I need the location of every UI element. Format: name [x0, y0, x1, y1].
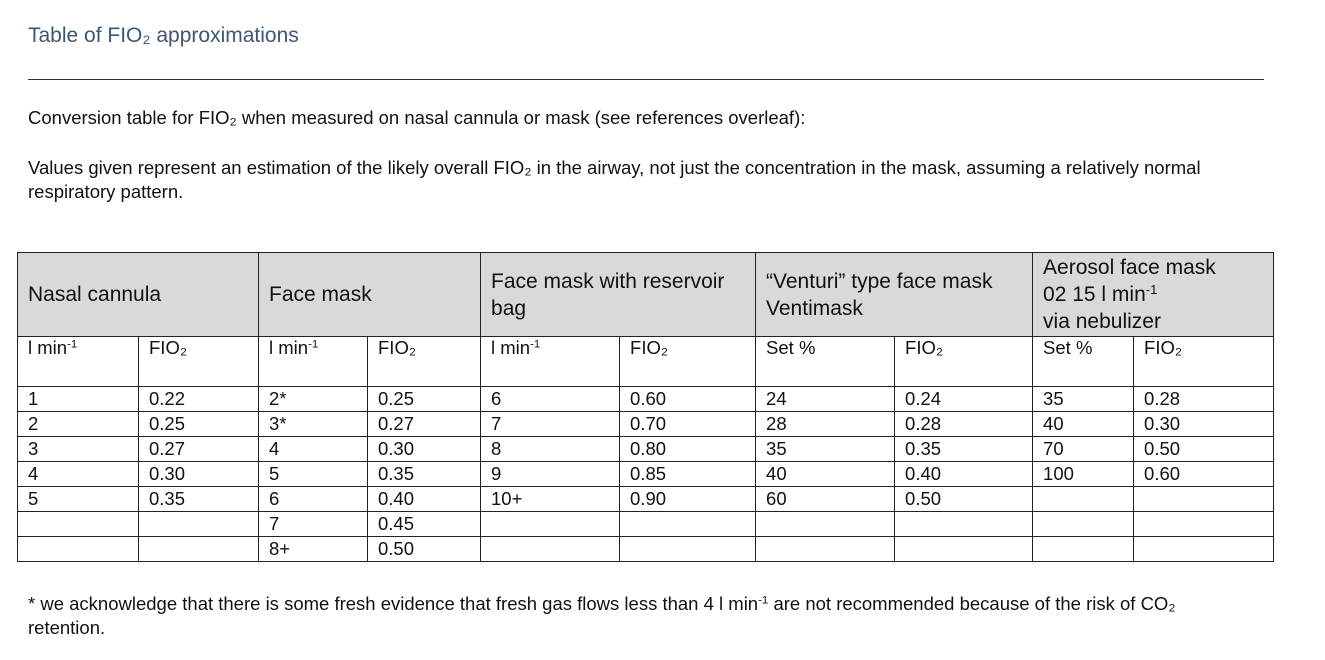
- table-cell: 0.25: [139, 412, 259, 437]
- table-cell: 4: [259, 437, 368, 462]
- group-face-mask: Face mask: [259, 253, 481, 337]
- table-cell: 35: [1033, 387, 1134, 412]
- title-divider: [28, 79, 1264, 80]
- table-cell: [756, 537, 895, 562]
- subheader-row: [18, 337, 1274, 387]
- table-cell: [481, 512, 620, 537]
- table-cell: [756, 512, 895, 537]
- group-header-row: [18, 253, 1274, 337]
- table-cell: 8: [481, 437, 620, 462]
- table-cell: 3*: [259, 412, 368, 437]
- table-row: [18, 487, 1274, 512]
- aerosol-flow-exponent: -1: [1145, 281, 1158, 297]
- table-cell: [1134, 512, 1274, 537]
- subheader-fio2: FIO₂: [620, 337, 756, 387]
- table-row: [18, 412, 1274, 437]
- subheader-fio2: FIO₂: [895, 337, 1033, 387]
- table-cell: 40: [756, 462, 895, 487]
- subheader-fio2: FIO₂: [1134, 337, 1274, 387]
- table-cell: 100: [1033, 462, 1134, 487]
- footnote: * we acknowledge that there is some fresh evidence that fresh gas flows less than 4 l $\min^{-1}$ are not recommended because of the risk of CO₂ retention.: [28, 593, 1176, 638]
- table-cell: 0.45: [368, 512, 481, 537]
- table-cell: 28: [756, 412, 895, 437]
- table-cell: [1134, 487, 1274, 512]
- table-cell: 0.30: [368, 437, 481, 462]
- table-row: [18, 512, 1274, 537]
- table-cell: [139, 537, 259, 562]
- table-cell: 0.85: [620, 462, 756, 487]
- table-cell: 6: [481, 387, 620, 412]
- table-cell: 8+: [259, 537, 368, 562]
- table-cell: 6: [259, 487, 368, 512]
- table-cell: 0.30: [139, 462, 259, 487]
- subheader-flow: l $\min^{-1}$: [18, 337, 139, 387]
- group-reservoir-bag: Face mask with reservoir bag: [481, 253, 756, 337]
- table-cell: 2: [18, 412, 139, 437]
- group-nasal-cannula: Nasal cannula: [18, 253, 259, 337]
- table-cell: 10+: [481, 487, 620, 512]
- aerosol-flow: 02 15 l min: [1043, 283, 1146, 306]
- table-cell: [1033, 537, 1134, 562]
- table-cell: 0.24: [895, 387, 1033, 412]
- table-cell: [620, 537, 756, 562]
- footnote-exponent: -1: [758, 594, 769, 607]
- table-cell: 0.60: [620, 387, 756, 412]
- subheader-flow: l $\min^{-1}$: [481, 337, 620, 387]
- table-cell: 0.28: [895, 412, 1033, 437]
- table-cell: 0.22: [139, 387, 259, 412]
- fio2-table: [17, 252, 1274, 562]
- table-cell: 70: [1033, 437, 1134, 462]
- table-cell: [1033, 512, 1134, 537]
- table-cell: 0.25: [368, 387, 481, 412]
- table-cell: 0.50: [368, 537, 481, 562]
- table-cell: 5: [259, 462, 368, 487]
- table-cell: 0.30: [1134, 412, 1274, 437]
- table-row: [18, 462, 1274, 487]
- table-row: [18, 387, 1274, 412]
- table-cell: 7: [481, 412, 620, 437]
- table-cell: 0.28: [1134, 387, 1274, 412]
- subheader-fio2: FIO₂: [368, 337, 481, 387]
- table-cell: [139, 512, 259, 537]
- table-cell: 0.35: [895, 437, 1033, 462]
- table-cell: [481, 537, 620, 562]
- table-cell: 35: [756, 437, 895, 462]
- table-cell: [18, 512, 139, 537]
- table-cell: 0.80: [620, 437, 756, 462]
- table-cell: 0.50: [1134, 437, 1274, 462]
- aerosol-title: Aerosol face mask: [1043, 256, 1216, 279]
- subheader-flow: l $\min^{-1}$: [259, 337, 368, 387]
- group-aerosol-mask: [1033, 253, 1274, 337]
- table-cell: 0.60: [1134, 462, 1274, 487]
- table-row: [18, 537, 1274, 562]
- table-cell: 40: [1033, 412, 1134, 437]
- table-cell: [18, 537, 139, 562]
- table-cell: 0.35: [368, 462, 481, 487]
- table-cell: 1: [18, 387, 139, 412]
- table-body: [18, 387, 1274, 562]
- table-cell: 0.90: [620, 487, 756, 512]
- table-cell: 5: [18, 487, 139, 512]
- table-cell: 9: [481, 462, 620, 487]
- table-cell: 0.70: [620, 412, 756, 437]
- table-cell: 0.40: [368, 487, 481, 512]
- table-cell: 0.50: [895, 487, 1033, 512]
- table-cell: [895, 512, 1033, 537]
- table-cell: 0.27: [139, 437, 259, 462]
- subheader-set-percent: Set %: [1033, 337, 1134, 387]
- table-cell: 3: [18, 437, 139, 462]
- table-cell: [620, 512, 756, 537]
- table-cell: [1134, 537, 1274, 562]
- table-cell: [895, 537, 1033, 562]
- table-row: [18, 437, 1274, 462]
- table-cell: 4: [18, 462, 139, 487]
- group-venturi-mask: “Venturi” type face mask Ventimask: [756, 253, 1033, 337]
- table-cell: 0.27: [368, 412, 481, 437]
- subheader-fio2: FIO₂: [139, 337, 259, 387]
- table-cell: 7: [259, 512, 368, 537]
- table-cell: 24: [756, 387, 895, 412]
- subheader-set-percent: Set %: [756, 337, 895, 387]
- estimation-note: Values given represent an estimation of the likely overall FIO₂ in the airway, not just the concentration in the mask, assuming a relatively normal respiratory pattern.: [28, 157, 1201, 202]
- page-title: Table of FIO₂ approximations: [28, 24, 299, 47]
- table-cell: 2*: [259, 387, 368, 412]
- table-cell: 60: [756, 487, 895, 512]
- table-cell: 0.35: [139, 487, 259, 512]
- table-cell: 0.40: [895, 462, 1033, 487]
- table-cell: [1033, 487, 1134, 512]
- aerosol-via: via nebulizer: [1043, 310, 1161, 333]
- intro-text: Conversion table for FIO₂ when measured on nasal cannula or mask (see references overleaf):: [28, 107, 806, 128]
